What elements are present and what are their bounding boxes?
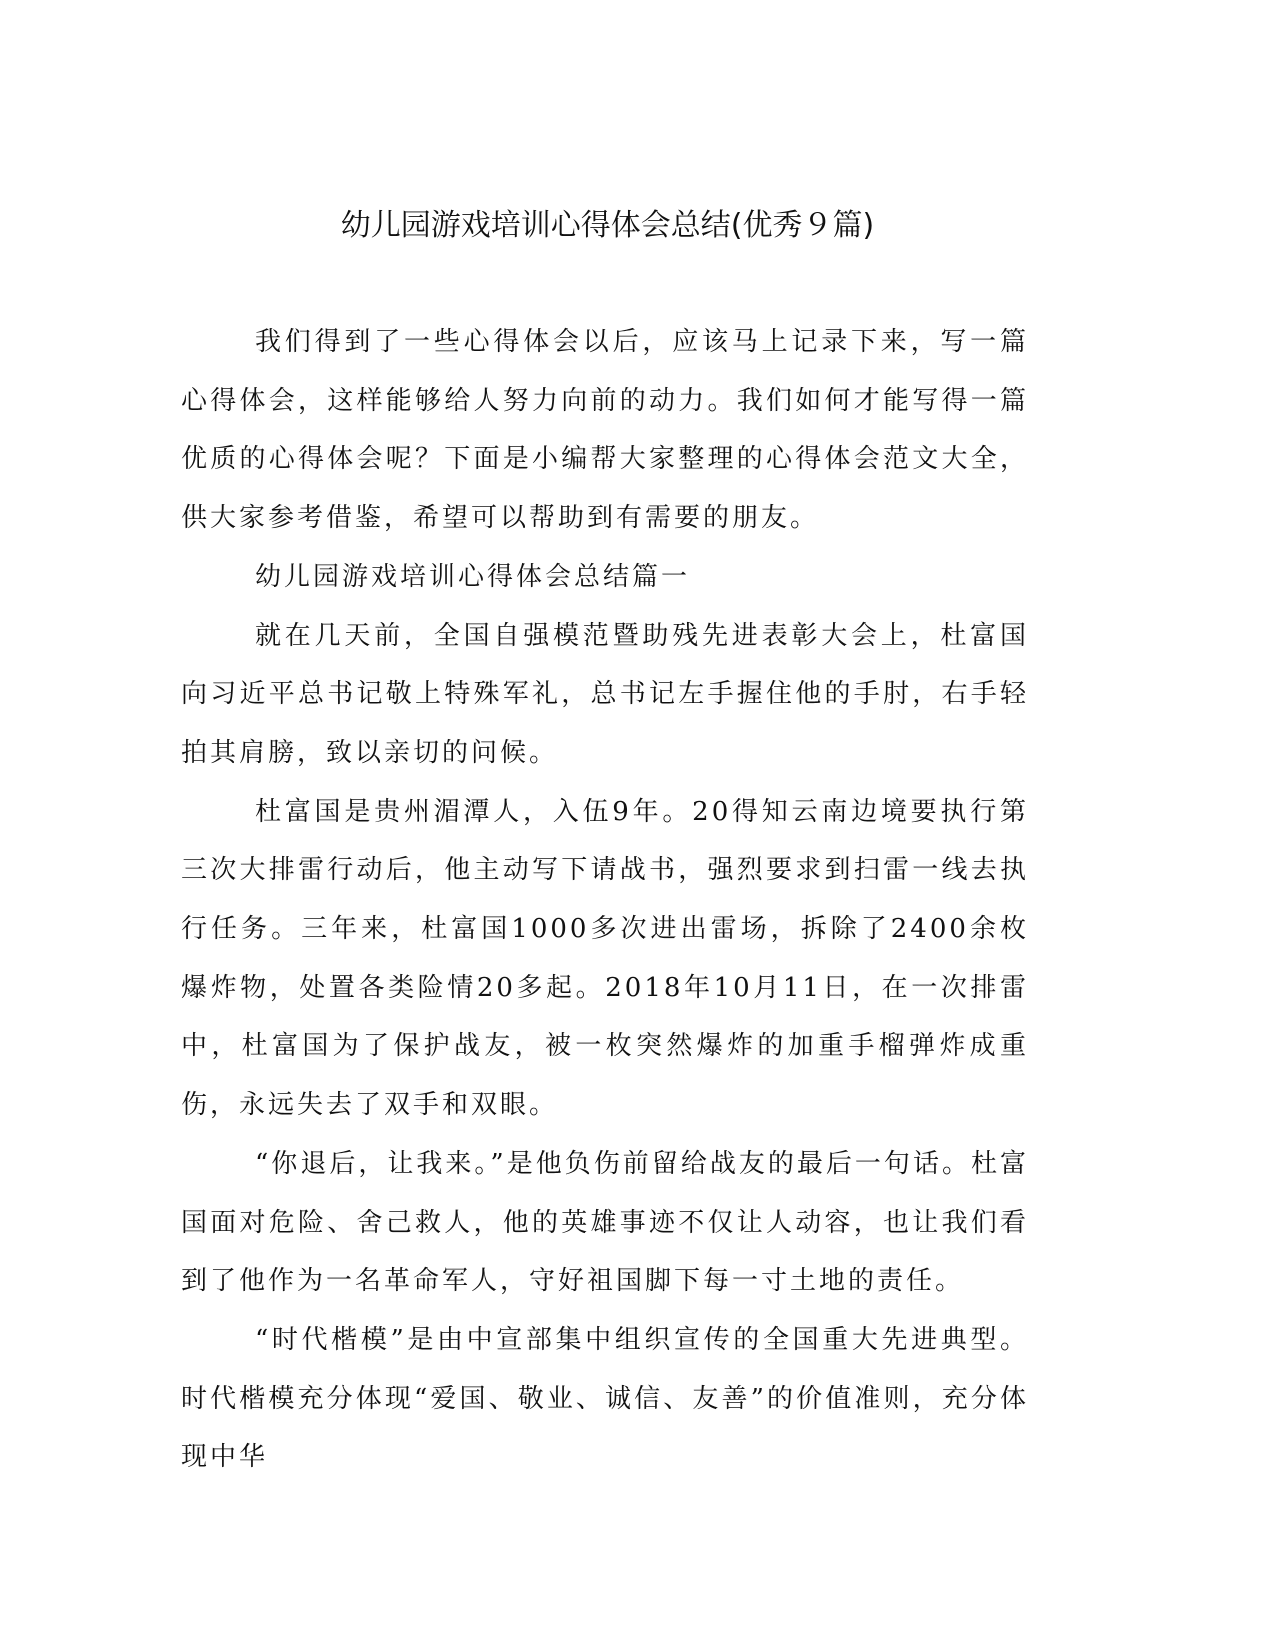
document-title: 幼儿园游戏培训心得体会总结(优秀９篇) <box>340 208 875 243</box>
paragraph-intro: 我们得到了一些心得体会以后，应该马上记录下来，写一篇心得体会，这样能够给人努力向前的动力。我们如何才能写得一篇优质的心得体会呢？下面是小编帮大家整理的心得体会范文大全，供大家参考借鉴，希望可以帮助到有需要的朋友。 <box>181 327 1029 534</box>
paragraph: “你退后，让我来。”是他负伤前留给战友的最后一句话。杜富国面对危险、舍己救人，他的英雄事迹不仅让人动容，也让我们看到了他作为一名革命军人，守好祖国脚下每一寸土地的责任。 <box>181 1148 1029 1297</box>
section-heading: 幼儿园游戏培训心得体会总结篇一 <box>255 561 691 592</box>
paragraph: 杜富国是贵州湄潭人，入伍9年。20得知云南边境要执行第三次大排雷行动后，他主动写下请战书，强烈要求到扫雷一线去执行任务。三年来，杜富国1000多次进出雷场，拆除了2400余枚爆炸物，处置各类险情20多起。2018年10月11日，在一次排雷中，杜富国为了保护战友，被一枚突然爆炸的加重手榴弹炸成重伤，永远失去了双手和双眼。 <box>181 796 1029 1121</box>
paragraph: 就在几天前，全国自强模范暨助残先进表彰大会上，杜富国向习近平总书记敬上特殊军礼，总书记左手握住他的手肘，右手轻拍其肩膀，致以亲切的问候。 <box>181 620 1029 768</box>
paragraph: “时代楷模”是由中宣部集中组织宣传的全国重大先进典型。时代楷模充分体现“爱国、敬业、诚信、友善”的价值准则，充分体现中华 <box>181 1324 1029 1473</box>
document-body <box>181 313 1029 1487</box>
